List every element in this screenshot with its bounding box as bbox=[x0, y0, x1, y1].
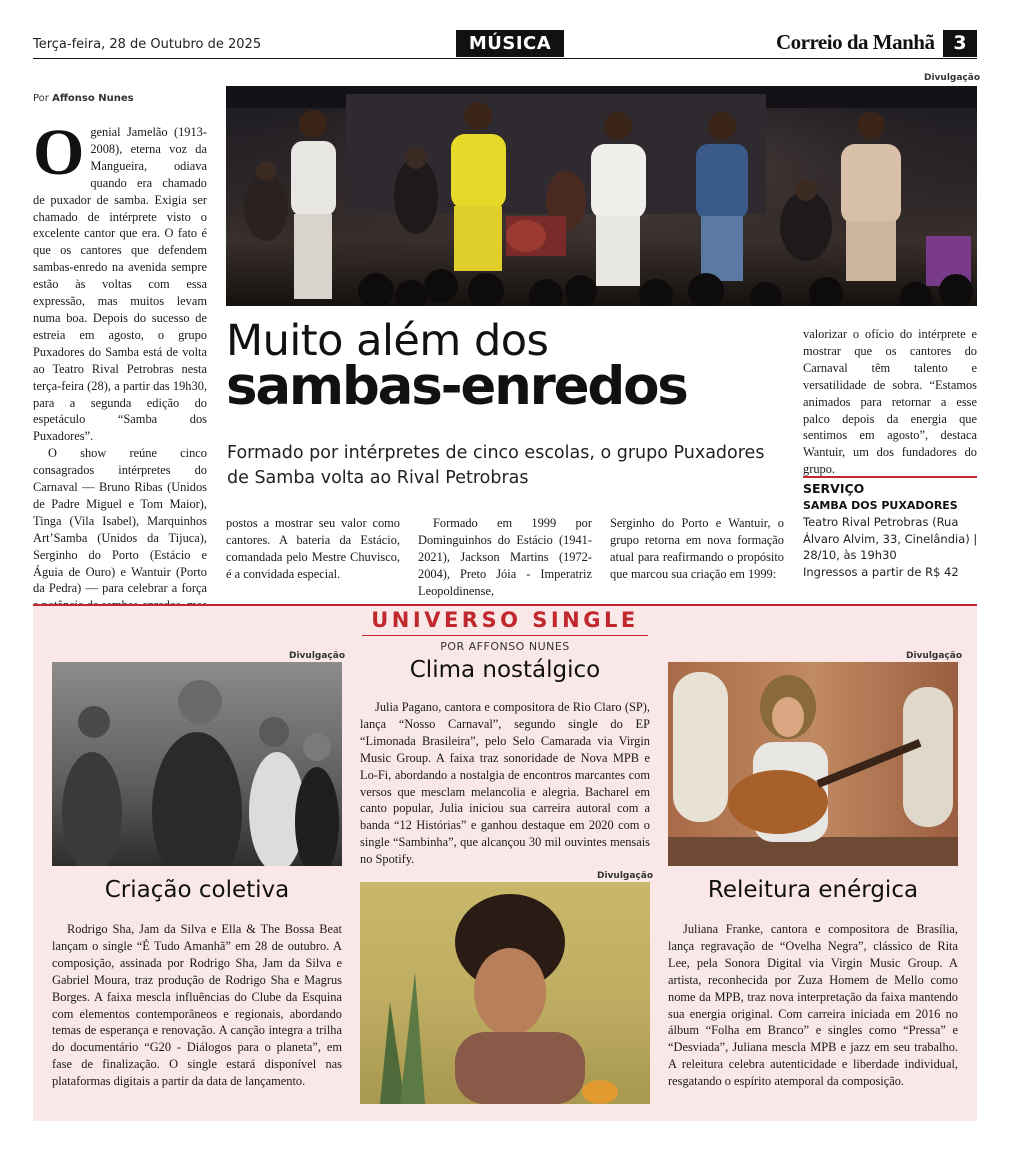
left-photo-band bbox=[52, 662, 342, 866]
center-photo-singer bbox=[360, 882, 650, 1104]
right-photo-guitarist bbox=[668, 662, 958, 866]
left-subtitle: Criação coletiva bbox=[104, 877, 290, 903]
servico-event: SAMBA DOS PUXADORES bbox=[803, 498, 958, 512]
servico-box bbox=[803, 481, 978, 580]
article-column-1 bbox=[33, 116, 207, 631]
guitarist-illustration bbox=[668, 662, 958, 866]
right-photo-credit: Divulgação bbox=[906, 651, 963, 661]
col1-paragraph-1: genial Jamelão (1913-2008), eterna voz da Mangueira, odiava quando era chamado de puxador de samba. Exigia ser chamado de intérprete visto o excelente cantor que era. O fato é que os cantores que defendem sambas-enredo na avenida sempre estão às voltas com essa expressão, mas muitos levam numa boa. Depois do sucesso de estreia em agosto, o grupo Puxadores do Samba está de volta ao Teatro Rival Petrobras nesta terça-feira (28), a partir das 19h30, para a segunda edição do espetáculo “Samba dos Puxadores”. bbox=[33, 125, 207, 444]
singer-portrait-illustration bbox=[360, 882, 650, 1104]
article-column-5 bbox=[803, 326, 977, 478]
stage-illustration bbox=[226, 86, 977, 306]
headline-line-1: Muito além dos bbox=[226, 316, 549, 366]
byline-prefix: Por bbox=[33, 93, 49, 104]
right-subtitle: Releitura enérgica bbox=[707, 877, 919, 903]
center-photo-credit: Divulgação bbox=[597, 871, 654, 881]
col3-text: Formado em 1999 por Dominguinhos do Estácio (1941-2021), Jackson Martins (1972-2004), Preto Jóia - Imperatriz Leopoldinense, bbox=[418, 516, 592, 598]
article-column-2 bbox=[226, 515, 400, 583]
servico-title: SERVIÇO bbox=[803, 481, 865, 496]
left-text: Rodrigo Sha, Jam da Silva e Ella & The Bossa Beat lançam o single “É Tudo Amanhã” em 28 de outubro. A composição, assinada por Rodrigo Sha, Jam da Silva e Gabriel Moura, traz produção de Rodrigo Sha e Magrus Borges. A faixa mescla influências do Clube da Esquina com elementos contemporâneos e regionais, abordando temas de esperança e renovação. A canção integra a trilha do documentário “G20 - Diálogos para o planeta”, em fase de finalização. O single estará disponível nas plataformas digitais a partir da data de lançamento. bbox=[52, 922, 342, 1089]
servico-details: Teatro Rival Petrobras (Rua Álvaro Alvim, 33, Cinelândia) | 28/10, às 19h30 bbox=[803, 515, 978, 562]
main-photo-credit: Divulgação bbox=[924, 73, 981, 83]
center-subtitle: Clima nostálgico bbox=[409, 657, 601, 683]
article-column-3 bbox=[418, 515, 592, 600]
col5-text: valorizar o ofício do intérprete e mostrar que os cantores do Carnaval têm talento e versatilidade de sobra. “Estamos animados para retornar a esse palco depois da energia que sentimos em agosto”, destaca Wantuir, um dos fundadores do grupo. bbox=[803, 327, 977, 477]
right-text: Juliana Franke, cantora e compositora de Brasília, lança regravação de “Ovelha Negra”, clássico de Rita Lee, pela Sonora Digital via Virgin Music Group. A artista, reconhecida por Zuza Homem de Mello como nome da MPB, traz nova interpretação da faixa mantendo sua energia original. Com carreira iniciada em 2016 no álbum “Folha em Branco” e singles como “Pressa” e “Desviada”, Juliana mescla MPB e jazz em seu trabalho. A releitura celebra autenticidade e liberdade individual, resgatando o espírito atemporal da composição. bbox=[668, 922, 958, 1089]
band-illustration bbox=[52, 662, 342, 866]
byline-author: Affonso Nunes bbox=[52, 93, 134, 104]
article-byline bbox=[33, 93, 134, 104]
drop-cap: O bbox=[33, 116, 85, 189]
col1-paragraph-2: O show reúne cinco consagrados intérpretes do Carnaval — Bruno Ribas (Unidos de Padre Miguel e Tom Maior), Tinga (Vila Isabel), Marquinhos Art’Samba (Unidos da Tijuca), Serginho do Porto (Estácio e Águia de Ouro) e Wantuir (Porto da Pedra) — para celebrar a força bbox=[33, 446, 207, 596]
article-column-4 bbox=[610, 515, 784, 583]
left-photo-credit: Divulgação bbox=[289, 651, 346, 661]
headline-line-2: sambas-enredos bbox=[226, 356, 687, 417]
issue-date: Terça-feira, 28 de Outubro de 2025 bbox=[33, 37, 262, 52]
universo-single-byline: POR AFFONSO NUNES bbox=[440, 640, 570, 653]
article-subhead: Formado por intérpretes de cinco escolas, o grupo Puxadores de Samba volta ao Rival Petrobras bbox=[227, 443, 765, 488]
page-number: 3 bbox=[943, 30, 977, 57]
header-rule bbox=[33, 58, 977, 59]
servico-price: Ingressos a partir de R$ 42 bbox=[803, 564, 959, 579]
universo-single-rule bbox=[362, 635, 648, 636]
newspaper-masthead: Correio da Manhã bbox=[776, 30, 935, 54]
main-photo-stage-performers bbox=[226, 86, 977, 306]
col4-text: Serginho do Porto e Wantuir, o grupo retorna em nova formação atual para reafirmando o propósito que marcou sua criação em 1999: bbox=[610, 516, 784, 581]
universo-single-title: UNIVERSO SINGLE bbox=[371, 608, 639, 632]
col2-text: postos a mostrar seu valor como cantores. A bateria da Estácio, comandada pelo Mestre Chuvisco, é a convidada especial. bbox=[226, 516, 400, 581]
center-text: Julia Pagano, cantora e compositora de Rio Claro (SP), lança “Nosso Carnaval”, segundo single do EP “Limonada Brasileira”, pelo Selo Camarada via Virgin Music Group. A faixa traz sonoridade de Nova MPB e Lo-Fi, abordando a nostalgia de encontros marcantes com versos que mesclam melancolia e alegria. Bacharel em canto popular, Julia iniciou sua carreira autoral com a banda “12 Histórias” e ganhou destaque em 2020 com o single “Sambinha”, que alcançou 30 mil ouvintes mensais no Spotify. bbox=[360, 700, 650, 867]
section-label: MÚSICA bbox=[456, 30, 564, 57]
servico-rule bbox=[803, 476, 977, 478]
